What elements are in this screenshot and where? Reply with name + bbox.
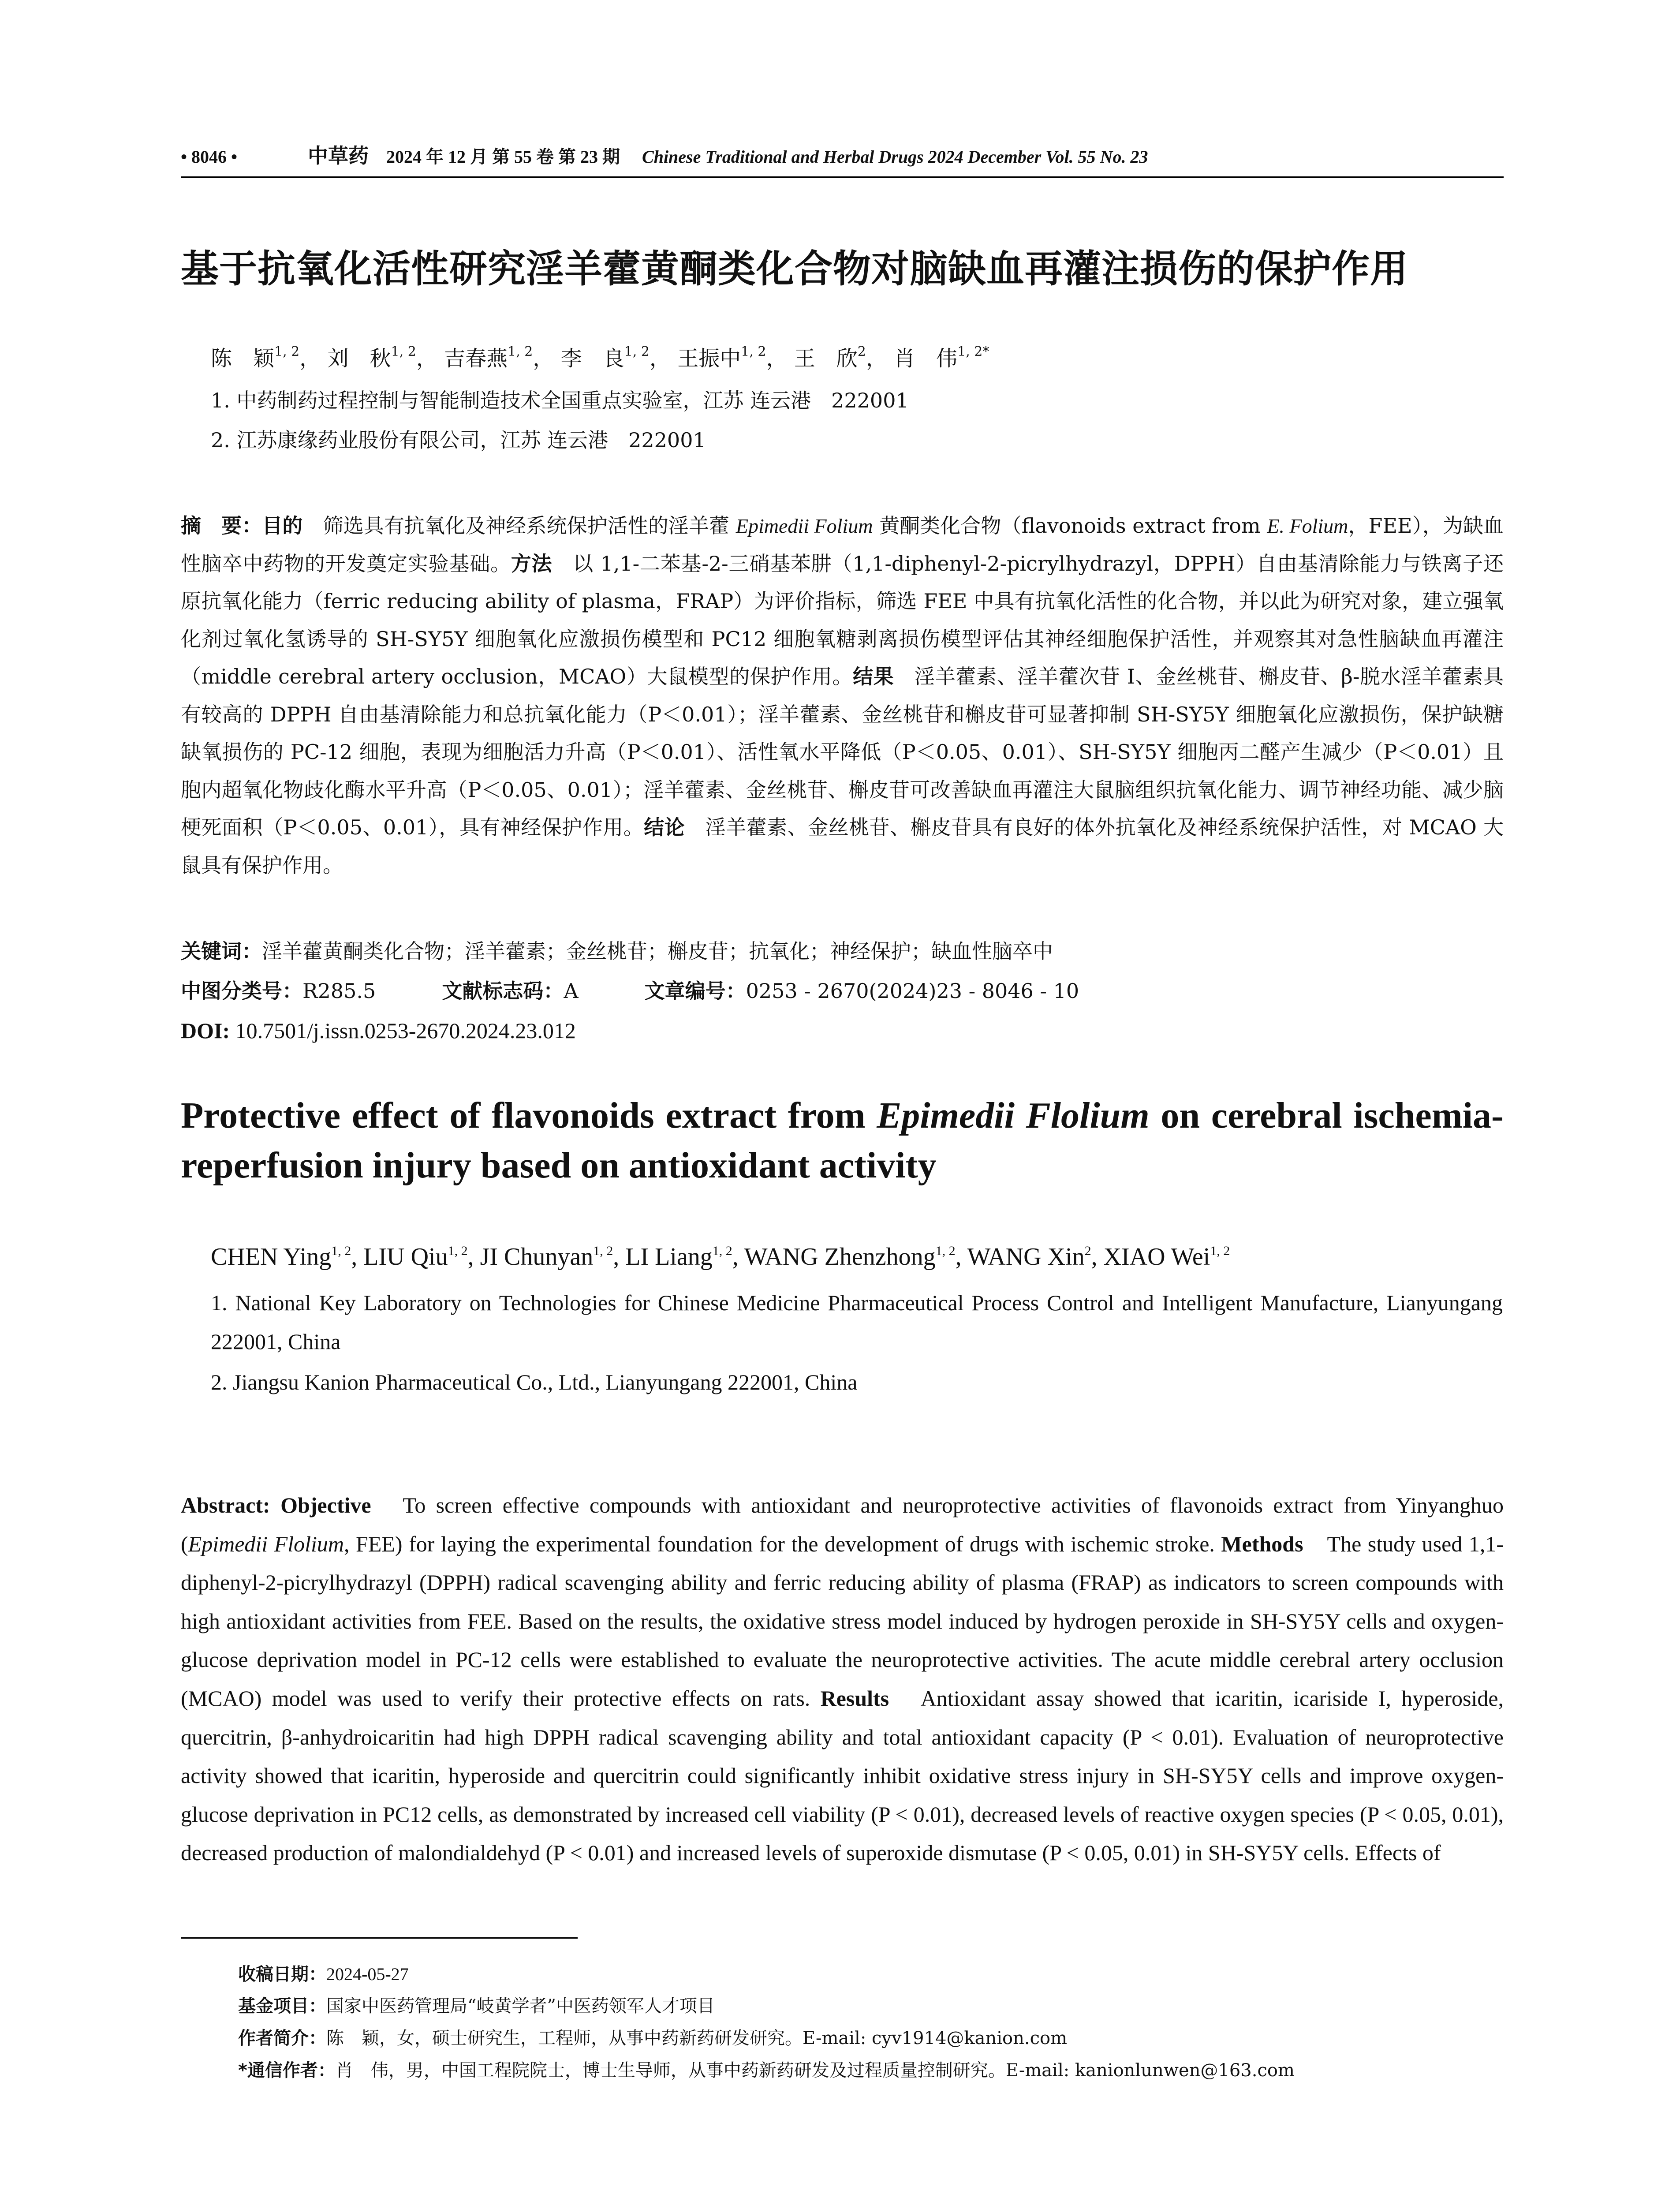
keywords-label: 关键词：: [181, 939, 262, 963]
author-en: CHEN Ying$^{1, 2}$,: [211, 1243, 364, 1271]
clc-number: R285.5: [302, 979, 376, 1003]
authors-cn: [211, 341, 1490, 376]
affiliation-cn-1: 1. 中药制药过程控制与智能制造技术全国重点实验室，江苏 连云港 222001: [211, 389, 909, 412]
doi-label: DOI:: [181, 1018, 230, 1043]
author-en: XIAO Wei$^{1, 2}$: [1103, 1243, 1230, 1271]
running-header: [181, 140, 1504, 171]
affiliation-en-1: 1. National Key Laboratory on Technologies for Chinese Medicine Pharmaceutical Process Control and Intelligent Manufacture, Lianyungang 222001, China: [211, 1290, 1503, 1354]
abstract-en: Abstract: Objective To screen effective compounds with antioxidant and neuroprotective activities of flavonoids extract from Yinyanghuo (Epimedii Flolium, FEE) for laying the experimental foundation for the development of drugs with ischemic stroke. Methods The study used 1,1-diphenyl-2-picrylhydrazyl (DPPH) radical scavenging ability and ferric reducing ability of plasma (FRAP) as indicators to screen compounds with high antioxidant activities from FEE. Based on the results, the oxidative stress model induced by hydrogen peroxide in SH-SY5Y cells and oxygen-glucose deprivation model in PC-12 cells were established to evaluate the neuroprotective activities. The acute middle cerebral artery occlusion (MCAO) model was used to verify their protective effects on rats. Results Antioxidant assay showed that icaritin, icariside I, hyperoside, quercitrin, β-anhydroicaritin had high DPPH radical scavenging ability and total antioxidant capacity (P < 0.01). Evaluation of neuroprotective activity showed that icaritin, hyperoside and quercitrin could significantly inhibit oxidative stress injury in SH-SY5Y cells and improve oxygen-glucose deprivation in PC12 cells, as demonstrated by increased cell viability (P < 0.01), decreased levels of reactive oxygen species (P < 0.05, 0.01), decreased production of malondialdehyd (P < 0.01) and increased levels of superoxide dismutase (P < 0.05, 0.01) in SH-SY5Y cells. Effects of: [181, 1493, 1504, 1865]
conclusion-label: 结论: [644, 815, 685, 839]
journal-info-en: Chinese Traditional and Herbal Drugs 2024 December Vol. 55 No. 23: [642, 147, 1148, 167]
author-cn: 刘 秋$^{1, 2}$，: [327, 344, 437, 371]
abstract-en-label: Abstract:: [181, 1493, 281, 1517]
methods-en-label: Methods: [1221, 1531, 1303, 1556]
author-cn: 吉春燕$^{1, 2}$，: [444, 344, 554, 371]
document-code: A: [564, 979, 579, 1003]
page-number: • 8046 •: [181, 147, 238, 167]
classification-line: 中图分类号：R285.5 文献标志码：A 文章编号：0253 - 2670(2024)23 - 8046 - 10: [181, 979, 1079, 1003]
doi-line: [181, 1014, 1504, 1047]
title-en: Protective effect of flavonoids extract from Epimedii Flolium on cerebral ischemia-reperfusion injury based on antioxidant activity: [181, 1095, 1504, 1186]
objective-en-label: Objective: [280, 1493, 371, 1517]
affiliation-en-2: 2. Jiangsu Kanion Pharmaceutical Co., Ltd., Lianyungang 222001, China: [211, 1370, 858, 1394]
methods-label: 方法: [511, 551, 553, 576]
footnote-rule: [181, 1937, 578, 1939]
doi-value[interactable]: 10.7501/j.issn.0253-2670.2024.23.012: [230, 1018, 576, 1043]
keywords: [181, 935, 1504, 968]
header-rule: [181, 176, 1504, 178]
affiliation-cn-2: 2. 江苏康缘药业股份有限公司，江苏 连云港 222001: [211, 428, 706, 452]
author-en: WANG Zhenzhong$^{1, 2}$,: [744, 1243, 967, 1271]
footnote-funding: 基金项目：国家中医药管理局“岐黄学者”中医药领军人才项目: [238, 1996, 715, 2016]
objective-label: 目的: [262, 514, 303, 538]
title-cn: 基于抗氧化活性研究淫羊藿黄酮类化合物对脑缺血再灌注损伤的保护作用: [181, 247, 1408, 291]
author-en: JI Chunyan$^{1, 2}$,: [480, 1243, 626, 1271]
results-label: 结果: [853, 665, 894, 688]
author-en: LIU Qiu$^{1, 2}$,: [363, 1243, 480, 1271]
author-cn: 陈 颖$^{1, 2}$，: [211, 344, 321, 371]
issue-info-cn: 2024 年 12 月 第 55 卷 第 23 期: [386, 147, 620, 167]
author-en: LI Liang$^{1, 2}$,: [625, 1243, 744, 1271]
abstract-label: 摘 要：: [181, 514, 262, 538]
journal-name-cn: 中草药: [308, 144, 369, 168]
abstract-cn: 摘 要：目的 筛选具有抗氧化及神经系统保护活性的淫羊藿 Epimedii Folium 黄酮类化合物（flavonoids extract from E. Folium，FEE），为缺血性脑卒中药物的开发奠定实验基础。方法 以 1,1-二苯基-2-三硝基苯肼（1,1-diphenyl-2-picrylhydrazyl，DPPH）自由基清除能力与铁离子还原抗氧化能力（ferric reducing ability of plasma，FRAP）为评价指标，筛选 FEE 中具有抗氧化活性的化合物，并以此为研究对象，建立强氧化剂过氧化氢诱导的 SH-SY5Y 细胞氧化应激损伤模型和 PC12 细胞氧糖剥离损伤模型评估其神经细胞保护活性，并观察其对急性脑缺血再灌注（middle cerebral artery occlusion，MCAO）大鼠模型的保护作用。结果 淫羊藿素、淫羊藿次苷 I、金丝桃苷、槲皮苷、β-脱水淫羊藿素具有较高的 DPPH 自由基清除能力和总抗氧化能力（P＜0.01）；淫羊藿素、金丝桃苷和槲皮苷可显著抑制 SH-SY5Y 细胞氧化应激损伤，保护缺糖缺氧损伤的 PC-12 细胞，表现为细胞活力升高（P＜0.01）、活性氧水平降低（P＜0.05、0.01）、SH-SY5Y 细胞丙二醛产生减少（P＜0.01）且胞内超氧化物歧化酶水平升高（P＜0.05、0.01）；淫羊藿素、金丝桃苷、槲皮苷可改善缺血再灌注大鼠脑组织抗氧化能力、调节神经功能、减少脑梗死面积（P＜0.05、0.01），具有神经保护作用。结论 淫羊藿素、金丝桃苷、槲皮苷具有良好的体外抗氧化及神经系统保护活性，对 MCAO 大鼠具有保护作用。: [181, 514, 1504, 877]
authors-en: [211, 1239, 1490, 1274]
footnote-corresponding: *通信作者：肖 伟，男，中国工程院院士，博士生导师，从事中药新药研发及过程质量控制研究。E-mail: kanionlunwen@163.com: [238, 2060, 1295, 2081]
author-cn: 肖 伟$^{1, 2*}$: [894, 344, 989, 371]
author-cn: 李 良$^{1, 2}$，: [560, 344, 671, 371]
article-number: 0253 - 2670(2024)23 - 8046 - 10: [746, 979, 1079, 1003]
footnote-received: 收稿日期：2024-05-27: [238, 1964, 409, 1984]
author-en: WANG Xin$^2$,: [967, 1243, 1104, 1271]
author-cn: 王 欣$^2$，: [794, 344, 887, 371]
results-en-label: Results: [820, 1686, 889, 1711]
keywords-text: 淫羊藿黄酮类化合物；淫羊藿素；金丝桃苷；槲皮苷；抗氧化；神经保护；缺血性脑卒中: [262, 939, 1053, 963]
footnote-author-bio: 作者简介：陈 颖，女，硕士研究生，工程师，从事中药新药研发研究。E-mail: cyv1914@kanion.com: [238, 2028, 1068, 2048]
author-cn: 王振中$^{1, 2}$，: [677, 344, 788, 371]
